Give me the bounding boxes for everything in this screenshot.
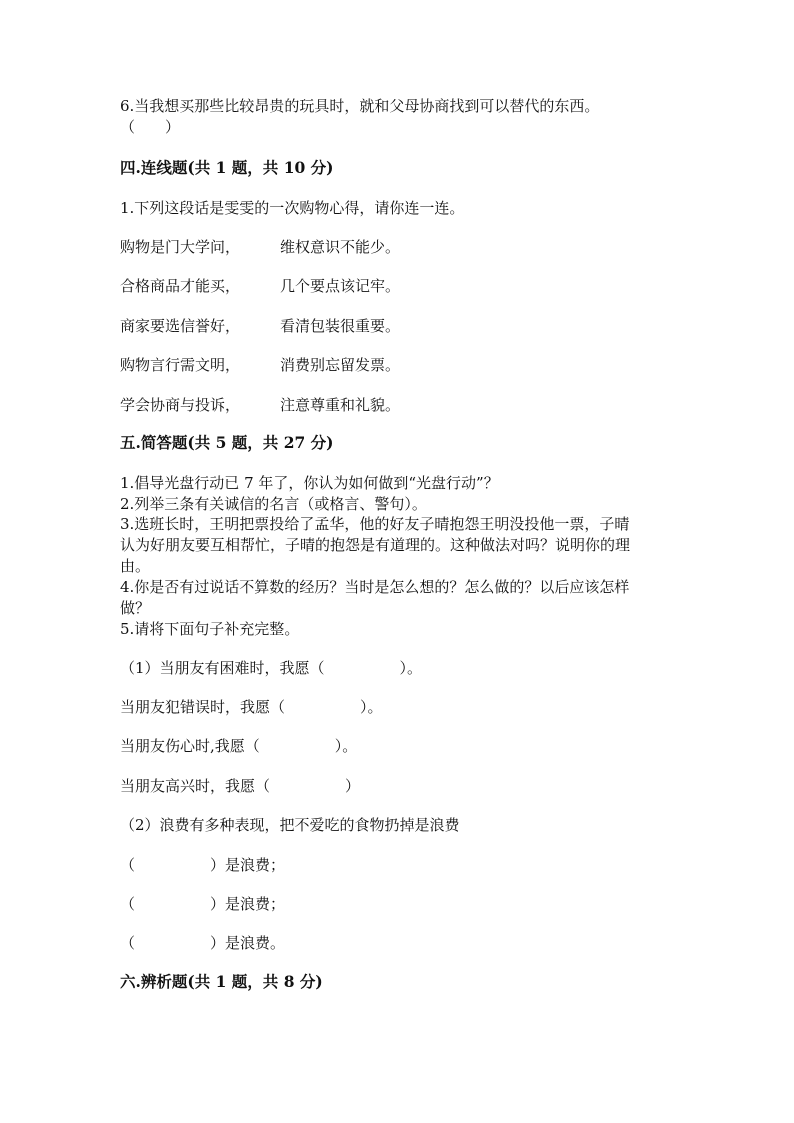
match-left-4: 购物言行需文明， [120,356,241,374]
section4-title: 四.连线题(共 1 题，共 10 分) [120,158,334,177]
section5-q5: 5.请将下面句子补充完整。 [120,620,300,638]
section5-q2: 2.列举三条有关诚信的名言（或格言、警句）。 [120,495,427,513]
match-right-1: 维权意识不能少。 [280,238,401,256]
q5-part1-line3: 当朋友伤心时,我愿（ ）。 [120,737,358,755]
section5-q4-line2: 做？ [120,599,151,617]
section5-q4-line1: 4.你是否有过说话不算数的经历？当时是怎么想的？怎么做的？以后应该怎样 [120,578,630,596]
match-right-3: 看清包装很重要。 [280,317,401,335]
q5-part1-line2: 当朋友犯错误时，我愿（ ）。 [120,698,383,716]
section6-title: 六.辨析题(共 1 题，共 8 分) [120,972,323,991]
q5-part2-line3: （ ）是浪费。 [120,934,286,952]
section5-q3-line3: 由。 [120,557,151,575]
q5-part2-line1: （ ）是浪费； [120,856,286,874]
match-right-2: 几个要点该记牢。 [280,277,401,295]
q5-part1-line4: 当朋友高兴时，我愿（ ） [120,777,361,795]
match-right-5: 注意尊重和礼貌。 [280,396,401,414]
match-right-4: 消费别忘留发票。 [280,356,401,374]
section5-q3-line2: 认为好朋友要互相帮忙，子晴的抱怨是有道理的。这种做法对吗？说明你的理 [120,536,631,554]
section4-q1: 1.下列这段话是雯雯的一次购物心得，请你连一连。 [120,199,465,217]
match-left-3: 商家要选信誉好， [120,317,241,335]
judge-q6-text: 6.当我想买那些比较昂贵的玩具时，就和父母协商找到可以替代的东西。 [120,97,600,115]
section5-q1: 1.倡导光盘行动已 7 年了，你认为如何做到“光盘行动”？ [120,474,499,492]
section5-q3-line1: 3.选班长时，王明把票投给了孟华，他的好友子晴抱怨王明没投他一票，子晴 [120,515,630,533]
match-left-5: 学会协商与投诉， [120,396,241,414]
q5-part2-intro: （2）浪费有多种表现，把不爱吃的食物扔掉是浪费 [120,816,460,834]
q5-part2-line2: （ ）是浪费； [120,895,286,913]
match-left-1: 购物是门大学问， [120,238,241,256]
q5-part1-line1: （1）当朋友有困难时，我愿（ ）。 [120,659,423,677]
judge-q6-blank: （ ） [120,118,181,136]
match-left-2: 合格商品才能买， [120,277,241,295]
section5-title: 五.简答题(共 5 题，共 27 分) [120,433,334,452]
